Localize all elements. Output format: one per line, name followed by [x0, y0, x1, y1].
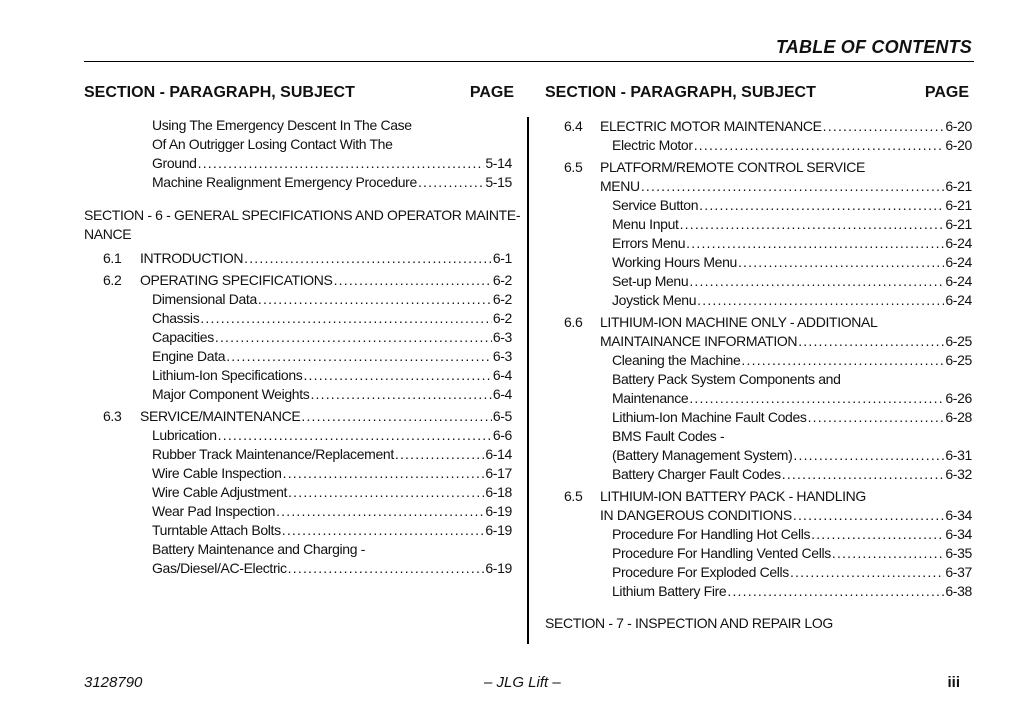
toc-entry-text: Wire Cable Inspection	[152, 465, 282, 481]
toc-entry-number: 6.1	[103, 250, 122, 266]
toc-entry-text: Working Hours Menu	[612, 254, 737, 270]
toc-entry-page: 6-20	[945, 118, 972, 134]
toc-entry[interactable]	[612, 196, 972, 215]
toc-entry-text: Turntable Attach Bolts	[152, 522, 281, 538]
toc-entry-page: 6-14	[485, 446, 512, 462]
toc-entry-text: Battery Maintenance and Charging -	[152, 541, 366, 557]
dot-leader	[793, 506, 945, 525]
toc-entry-text: LITHIUM-ION BATTERY PACK - HANDLING	[600, 488, 866, 504]
toc-entry-text: MAINTAINANCE INFORMATION	[600, 333, 798, 349]
toc-entry-number: 6.6	[564, 314, 583, 330]
toc-entry-page: 6-5	[492, 408, 512, 424]
toc-entry-page: 6-19	[485, 560, 512, 576]
toc-entry[interactable]	[152, 464, 512, 483]
toc-entry[interactable]	[152, 135, 393, 154]
toc-entry[interactable]	[152, 366, 512, 385]
dot-leader	[811, 525, 944, 544]
toc-entry-text: Battery Charger Fault Codes	[612, 466, 781, 482]
toc-entry-number: 6.5	[564, 159, 583, 175]
toc-entry-text: Procedure For Handling Hot Cells	[612, 526, 811, 542]
toc-entry[interactable]	[152, 521, 512, 540]
toc-entry[interactable]	[152, 483, 512, 502]
toc-entry-text: Joystick Menu	[612, 292, 697, 308]
toc-entry-page: 6-6	[492, 427, 512, 443]
dot-leader	[741, 351, 944, 370]
toc-entry[interactable]	[612, 215, 972, 234]
toc-entry[interactable]	[612, 234, 972, 253]
dot-leader	[282, 521, 485, 540]
toc-entry-page: 6-24	[945, 273, 972, 289]
toc-entry-page: 6-26	[945, 390, 972, 406]
dot-leader	[215, 328, 492, 347]
dot-leader	[395, 445, 485, 464]
toc-entry-text: LITHIUM-ION MACHINE ONLY - ADDITIONAL	[600, 314, 878, 330]
dot-leader	[699, 196, 944, 215]
toc-entry-text: Lithium-Ion Specifications	[152, 367, 303, 383]
toc-entry[interactable]	[103, 271, 512, 290]
toc-entry-page: 6-28	[945, 409, 972, 425]
toc-entry-text: Electric Motor	[612, 137, 693, 153]
toc-entry[interactable]	[612, 563, 972, 582]
dot-leader	[793, 446, 944, 465]
left-column-heading	[84, 84, 514, 102]
toc-entry-page: 6-17	[485, 465, 512, 481]
toc-entry[interactable]	[152, 116, 412, 135]
toc-entry[interactable]	[612, 370, 841, 389]
toc-entry-page: 5-15	[485, 174, 512, 190]
dot-leader	[727, 582, 944, 601]
toc-entry-page: 5-14	[485, 155, 512, 171]
dot-leader	[226, 347, 492, 366]
toc-entry[interactable]	[152, 290, 512, 309]
dot-leader	[823, 117, 945, 136]
toc-entry[interactable]	[564, 158, 866, 177]
toc-entry[interactable]	[564, 487, 866, 506]
toc-entry[interactable]	[600, 506, 972, 525]
toc-entry-text: Using The Emergency Descent In The Case	[152, 117, 412, 133]
toc-entry-page: 6-19	[485, 503, 512, 519]
toc-entry-page: 6-2	[492, 272, 512, 288]
toc-entry-text: (Battery Management System)	[612, 447, 793, 463]
footer-publisher: – JLG Lift –	[484, 674, 561, 691]
dot-leader	[418, 173, 484, 192]
section-7-heading[interactable]: SECTION - 7 - INSPECTION AND REPAIR LOG	[545, 615, 833, 631]
toc-entry-page: 6-3	[492, 348, 512, 364]
toc-entry-page: 6-25	[945, 352, 972, 368]
toc-entry-page: 6-37	[945, 564, 972, 580]
toc-entry-page: 6-32	[945, 466, 972, 482]
toc-entry-text: Procedure For Exploded Cells	[612, 564, 789, 580]
toc-entry[interactable]	[612, 136, 972, 155]
footer-page-number: iii	[947, 674, 960, 691]
toc-entry-page: 6-24	[945, 235, 972, 251]
toc-entry-text: ELECTRIC MOTOR MAINTENANCE	[600, 118, 822, 134]
toc-entry-page: 6-38	[945, 583, 972, 599]
toc-entry-text: Of An Outrigger Losing Contact With The	[152, 136, 393, 152]
toc-entry-page: 6-25	[945, 333, 972, 349]
dot-leader	[689, 272, 944, 291]
toc-entry-text: SERVICE/MAINTENANCE	[140, 408, 301, 424]
toc-entry-page: 6-1	[492, 250, 512, 266]
toc-entry[interactable]	[152, 426, 512, 445]
toc-entry-text: BMS Fault Codes -	[612, 428, 725, 444]
toc-entry[interactable]	[152, 385, 512, 404]
dot-leader	[303, 366, 491, 385]
column-divider	[527, 117, 529, 644]
toc-entry[interactable]	[612, 544, 972, 563]
toc-entry-page: 6-4	[492, 386, 512, 402]
dot-leader	[686, 234, 944, 253]
toc-entry-page: 6-34	[945, 526, 972, 542]
dot-leader	[301, 407, 491, 426]
toc-entry[interactable]	[152, 445, 512, 464]
toc-entry-text: IN DANGEROUS CONDITIONS	[600, 507, 792, 523]
toc-entry-text: Set-up Menu	[612, 273, 689, 289]
toc-entry[interactable]	[612, 525, 972, 544]
toc-entry-page: 6-2	[492, 291, 512, 307]
toc-entry[interactable]	[612, 465, 972, 484]
toc-entry[interactable]	[612, 291, 972, 310]
toc-entry-text: Lubrication	[152, 427, 217, 443]
toc-entry-text: Procedure For Handling Vented Cells	[612, 545, 831, 561]
toc-entry[interactable]	[612, 446, 972, 465]
dot-leader	[689, 389, 944, 408]
toc-entry-text: Machine Realignment Emergency Procedure	[152, 174, 417, 190]
toc-entry[interactable]	[612, 427, 724, 446]
toc-entry-text: Service Button	[612, 197, 699, 213]
toc-entry-text: Lithium Battery Fire	[612, 583, 727, 599]
toc-entry-text: Wear Pad Inspection	[152, 503, 276, 519]
toc-entry-text: MENU	[600, 178, 640, 194]
right-heading-subject: SECTION - PARAGRAPH, SUBJECT	[545, 84, 816, 101]
dot-leader	[680, 215, 945, 234]
right-column-heading	[545, 84, 969, 102]
toc-entry-number: 6.5	[564, 488, 583, 504]
footer-doc-number: 3128790	[84, 674, 143, 691]
toc-entry-number: 6.3	[103, 408, 122, 424]
toc-entry-text: Lithium-Ion Machine Fault Codes	[612, 409, 807, 425]
toc-entry-number: 6.4	[564, 118, 583, 134]
toc-entry-text: Errors Menu	[612, 235, 686, 251]
toc-entry-text: Chassis	[152, 310, 200, 326]
toc-entry[interactable]	[612, 351, 972, 370]
toc-entry-page: 6-18	[485, 484, 512, 500]
left-heading-page: PAGE	[469, 84, 514, 101]
toc-entry-text: Cleaning the Machine	[612, 352, 741, 368]
toc-entry-text: Major Component Weights	[152, 386, 310, 402]
dot-leader	[288, 483, 484, 502]
dot-leader	[798, 332, 944, 351]
toc-entry-page: 6-20	[945, 137, 972, 153]
dot-leader	[310, 385, 491, 404]
dot-leader	[198, 154, 485, 173]
page-header-title: TABLE OF CONTENTS	[775, 37, 972, 57]
dot-leader	[283, 464, 485, 483]
toc-entry[interactable]	[103, 249, 512, 268]
toc-entry[interactable]	[564, 313, 878, 332]
dot-leader	[832, 544, 944, 563]
section-6-heading-line1[interactable]: SECTION - 6 - GENERAL SPECIFICATIONS AND OPERATOR MAINTE-	[84, 207, 521, 223]
dot-leader	[808, 408, 945, 427]
dot-leader	[782, 465, 945, 484]
dot-leader	[334, 271, 492, 290]
toc-entry[interactable]	[152, 502, 512, 521]
toc-entry-text: Rubber Track Maintenance/Replacement	[152, 446, 394, 462]
dot-leader	[694, 136, 945, 155]
toc-entry-text: Menu Input	[612, 216, 679, 232]
toc-entry[interactable]	[152, 309, 512, 328]
toc-entry[interactable]	[152, 173, 512, 192]
dot-leader	[258, 290, 492, 309]
toc-entry[interactable]	[612, 389, 972, 408]
toc-entry-page: 6-3	[492, 329, 512, 345]
toc-entry-page: 6-21	[945, 178, 972, 194]
dot-leader	[641, 177, 945, 196]
toc-entry[interactable]	[152, 540, 365, 559]
toc-entry[interactable]	[612, 272, 972, 291]
dot-leader	[276, 502, 484, 521]
toc-entry-text: Battery Pack System Components and	[612, 371, 841, 387]
toc-entry-page: 6-24	[945, 292, 972, 308]
section-6-heading-line2[interactable]: NANCE	[84, 226, 132, 242]
toc-entry-page: 6-19	[485, 522, 512, 538]
dot-leader	[697, 291, 944, 310]
toc-entry-text: Engine Data	[152, 348, 226, 364]
toc-entry-number: 6.2	[103, 272, 122, 288]
toc-entry[interactable]	[612, 253, 972, 272]
toc-entry[interactable]	[152, 347, 512, 366]
toc-entry-text: PLATFORM/REMOTE CONTROL SERVICE	[600, 159, 866, 175]
toc-entry[interactable]	[612, 582, 972, 601]
toc-entry-page: 6-4	[492, 367, 512, 383]
toc-entry[interactable]	[152, 559, 512, 578]
toc-entry-text: INTRODUCTION	[140, 250, 244, 266]
dot-leader	[738, 253, 944, 272]
toc-entry[interactable]	[103, 407, 512, 426]
toc-entry-text: Capacities	[152, 329, 214, 345]
toc-entry-text: OPERATING SPECIFICATIONS	[140, 272, 333, 288]
toc-entry-page: 6-21	[945, 197, 972, 213]
toc-entry-page: 6-34	[945, 507, 972, 523]
toc-entry-text: Ground	[152, 155, 197, 171]
toc-entry[interactable]	[600, 332, 972, 351]
toc-entry-page: 6-21	[945, 216, 972, 232]
toc-entry-text: Dimensional Data	[152, 291, 257, 307]
toc-entry-page: 6-24	[945, 254, 972, 270]
dot-leader	[288, 559, 485, 578]
toc-entry-text: Gas/Diesel/AC-Electric	[152, 560, 287, 576]
toc-entry-page: 6-31	[945, 447, 972, 463]
dot-leader	[244, 249, 492, 268]
left-heading-subject: SECTION - PARAGRAPH, SUBJECT	[84, 84, 355, 101]
toc-entry-page: 6-2	[492, 310, 512, 326]
toc-entry-text: Wire Cable Adjustment	[152, 484, 288, 500]
toc-entry[interactable]	[152, 328, 512, 347]
right-heading-page: PAGE	[924, 84, 969, 101]
dot-leader	[218, 426, 492, 445]
toc-entry-page: 6-35	[945, 545, 972, 561]
dot-leader	[790, 563, 944, 582]
dot-leader	[200, 309, 491, 328]
toc-entry[interactable]	[564, 117, 972, 136]
header-rule	[84, 61, 974, 62]
toc-entry-text: Maintenance	[612, 390, 689, 406]
toc-entry[interactable]	[600, 177, 972, 196]
toc-entry[interactable]	[612, 408, 972, 427]
toc-entry[interactable]	[152, 154, 512, 173]
